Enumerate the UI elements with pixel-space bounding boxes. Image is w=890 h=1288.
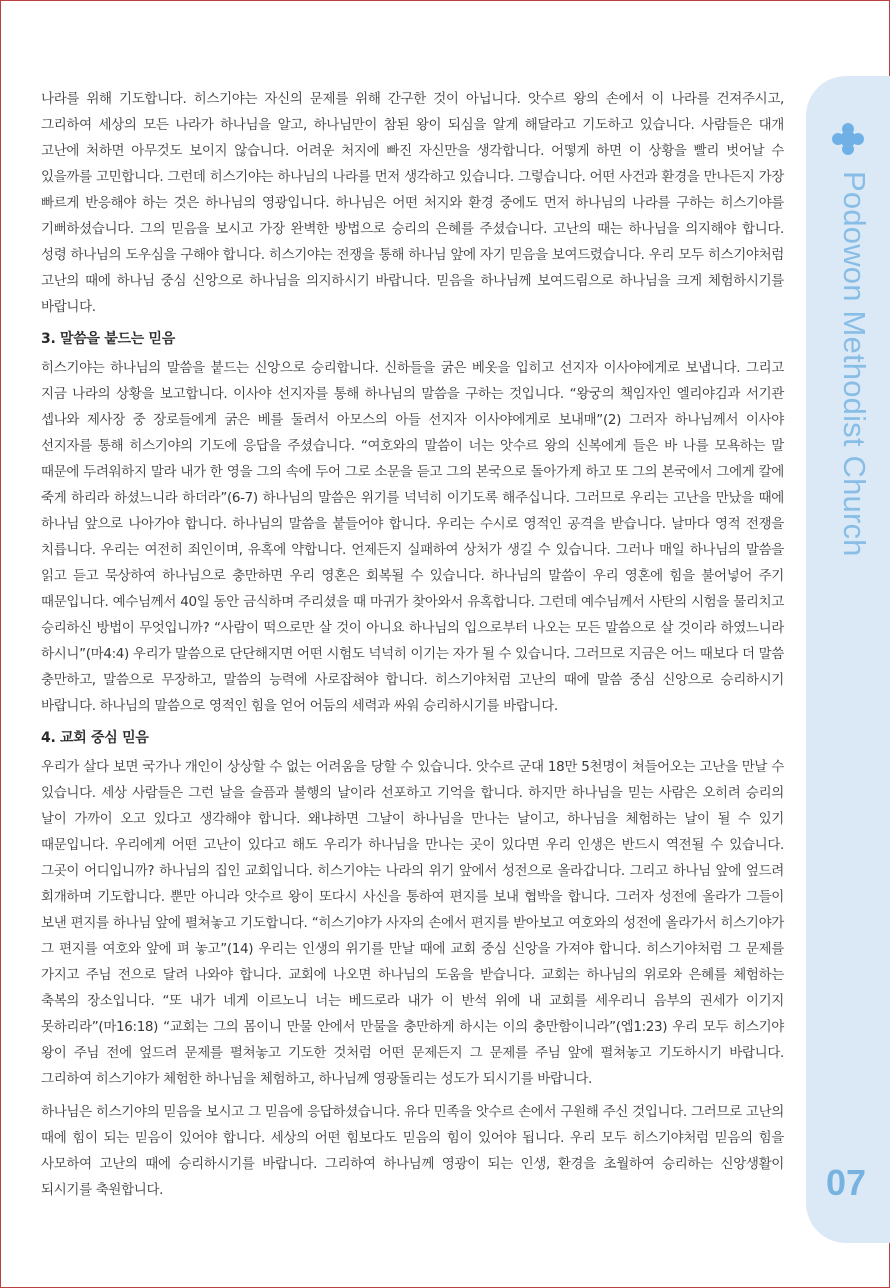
section-heading-4: 4. 교회 중심 믿음 bbox=[41, 730, 149, 746]
cross-logo-icon bbox=[831, 122, 865, 156]
article-body bbox=[41, 86, 784, 1203]
paragraph-4: 하나님은 히스기야의 믿음을 보시고 그 믿음에 응답하셨습니다. 유다 민족을 앗수르 손에서 구원해 주신 것입니다. 그러므로 고난의 때에 힘이 되는 믿음이 있어야 합니다. 세상의 어떤 힘보다도 믿음의 힘이 있어야 됩니다. 우리 모두 히스기야처럼 믿음의 힘을 사모하여 고난의 때에 승리하시기를 바랍니다. 그리하여 하나님께 영광이 되는 인생, 환경을 초월하여 승리하는 신앙생활이 되시기를 축원합니다. bbox=[41, 1104, 784, 1198]
paragraph-2: 히스기야는 하나님의 말씀을 붙드는 신앙으로 승리합니다. 신하들을 굵은 베옷을 입히고 선지자 이사야에게로 보냅니다. 그리고 지금 나라의 상황을 보고합니다. 이사야 선지자를 통해 하나님의 말씀을 구하는 것입니다. “왕궁의 책임자인 엘리야김과 서기관 셉나와 제사장 중 장로들에게 굵은 베를 둘려서 아모스의 아들 선지자 이사야에게로 보내매”(2) 그러자 하나님께서 이사야 선지자를 통해 히스기야의 기도에 응답을 주셨습니다. “여호와의 말씀이 너는 앗수르 왕의 신복에게 들은 바 나를 모욕하는 말 때문에 두려워하지 말라 내가 한 영을 그의 속에 두어 그로 소문을 듣고 그의 본국으로 돌아가게 하고 또 그의 본국에서 그에게 칼에 죽게 하리라 하셨느니라 하더라”(6-7) 하나님의 말씀은 위기를 넉넉히 이기도록 해주십니다. 그러므로 우리는 고난을 만났을 때에 하나님 앞으로 나아가야 합니다. 하나님의 말씀을 붙들어야 합니다. 우리는 수시로 영적인 공격을 받습니다. 날마다 영적 전쟁을 치릅니다. 우리는 여전히 죄인이며, 유혹에 약합니다. 언제든지 실패하여 상처가 생길 수 있습니다. 그러나 매일 하나님의 말씀을 읽고 듣고 묵상하여 하나님으로 충만하면 우리 영혼은 회복될 수 있습니다. 하나님의 말씀이 우리 영혼에 힘을 불어넣어 주기 때문입니다. 예수님께서 40일 동안 금식하며 주리셨을 때 마귀가 찾아와서 유혹합니다. 그런데 예수님께서 사탄의 시험을 물리치고 승리하신 방법이 무엇입니까? “사람이 떡으로만 살 것이 아니요 하나님의 입으로부터 나오는 모든 말씀으로 살 것이라 하였느니라 하시니”(마4:4) 우리가 말씀으로 단단해지면 어떤 시험도 넉넉히 이기는 자가 될 수 있습니다. 그러므로 지금은 어느 때보다 더 말씀 충만하고, 말씀으로 무장하고, 말씀의 능력에 사로잡혀야 합니다. 히스기야처럼 고난의 때에 말씀 중심 신앙으로 승리하시기 바랍니다. 하나님의 말씀으로 영적인 힘을 얻어 어둠의 세력과 싸워 승리하시기를 바랍니다. bbox=[41, 360, 784, 714]
section-heading-3: 3. 말씀을 붙드는 믿음 bbox=[41, 331, 175, 347]
paragraph-1: 나라를 위해 기도합니다. 히스기야는 자신의 문제를 위해 간구한 것이 아닙니다. 앗수르 왕의 손에서 이 나라를 건져주시고, 그리하여 세상의 모든 나라가 하나님을 알고, 하나님만이 참된 왕이 되심을 알게 해달라고 기도하고 있습니다. 사람들은 대개 고난에 처하면 아무것도 보이지 않습니다. 어려운 처지에 빠진 자신만을 생각합니다. 어떻게 하면 이 상황을 빨리 벗어날 수 있을까를 고민합니다. 그런데 히스기야는 하나님의 나라를 먼저 생각하고 있습니다. 그렇습니다. 어떤 사건과 환경을 만나든지 가장 빠르게 반응해야 하는 것은 하나님의 영광입니다. 하나님은 어떤 처지와 환경 중에도 먼저 하나님의 나라를 구하는 히스기야를 기뻐하셨습니다. 그의 믿음을 보시고 가장 완벽한 방법으로 승리의 은혜를 주셨습니다. 고난의 때는 하나님을 의지해야 합니다. 성령 하나님의 도우심을 구해야 합니다. 히스기야는 전쟁을 통해 하나님 앞에 자기 믿음을 보여드렸습니다. 우리 모두 히스기야처럼 고난의 때에 하나님 중심 신앙으로 하나님을 의지하시기 바랍니다. 믿음을 하나님께 보여드림으로 하나님을 크게 체험하시기를 바랍니다. bbox=[41, 91, 784, 315]
page-number: 07 bbox=[826, 1162, 867, 1203]
church-name: Podowon Methodist Church bbox=[837, 171, 872, 557]
paragraph-3: 우리가 살다 보면 국가나 개인이 상상할 수 없는 어려움을 당할 수 있습니다. 앗수르 군대 18만 5천명이 쳐들어오는 고난을 만날 수 있습니다. 세상 사람들은 그런 날을 슬픔과 불행의 날이라 선포하고 기억을 합니다. 하지만 하나님을 믿는 사람은 오히려 승리의 날이 가까이 오고 있다고 생각해야 합니다. 왜냐하면 그날이 하나님을 만나는 날이고, 하나님을 체험하는 날이 될 수 있기 때문입니다. 우리에게 어떤 고난이 있다고 해도 우리가 하나님을 만나는 곳이 있다면 우리 인생은 반드시 역전될 수 있습니다. 그곳이 어디입니까? 하나님의 집인 교회입니다. 히스기야는 나라의 위기 앞에서 성전으로 올라갑니다. 그리고 하나님 앞에 엎드려 회개하며 기도합니다. 뿐만 아니라 앗수르 왕이 또다시 사신을 통하여 편지를 보내 협박을 합니다. 그러자 성전에 올라가 그들이 보낸 편지를 하나님 앞에 펼쳐놓고 기도합니다. “히스기야가 사자의 손에서 편지를 받아보고 여호와의 성전에 올라가서 히스기야가 그 편지를 여호와 앞에 펴 놓고”(14) 우리는 인생의 위기를 만날 때에 교회 중심 신앙을 가져야 합니다. 히스기야처럼 그 문제를 가지고 주님 전으로 달려 나와야 합니다. 교회에 나오면 하나님의 도움을 받습니다. 교회는 하나님의 위로와 은혜를 체험하는 축복의 장소입니다. “또 내가 네게 이르노니 너는 베드로라 내가 이 반석 위에 내 교회를 세우리니 음부의 권세가 이기지 못하리라”(마16:18) “교회는 그의 몸이니 만물 안에서 만물을 충만하게 하시는 이의 충만함이니라”(엡1:23) 우리 모두 히스기야 왕이 주님 전에 엎드려 문제를 펼쳐놓고 기도한 것처럼 어떤 문제든지 그 문제를 주님 앞에 펼쳐놓고 기도하시기 바랍니다. 그리하여 히스기야가 체험한 하나님을 체험하고, 하나님께 영광돌리는 성도가 되시기를 바랍니다. bbox=[41, 759, 784, 1087]
